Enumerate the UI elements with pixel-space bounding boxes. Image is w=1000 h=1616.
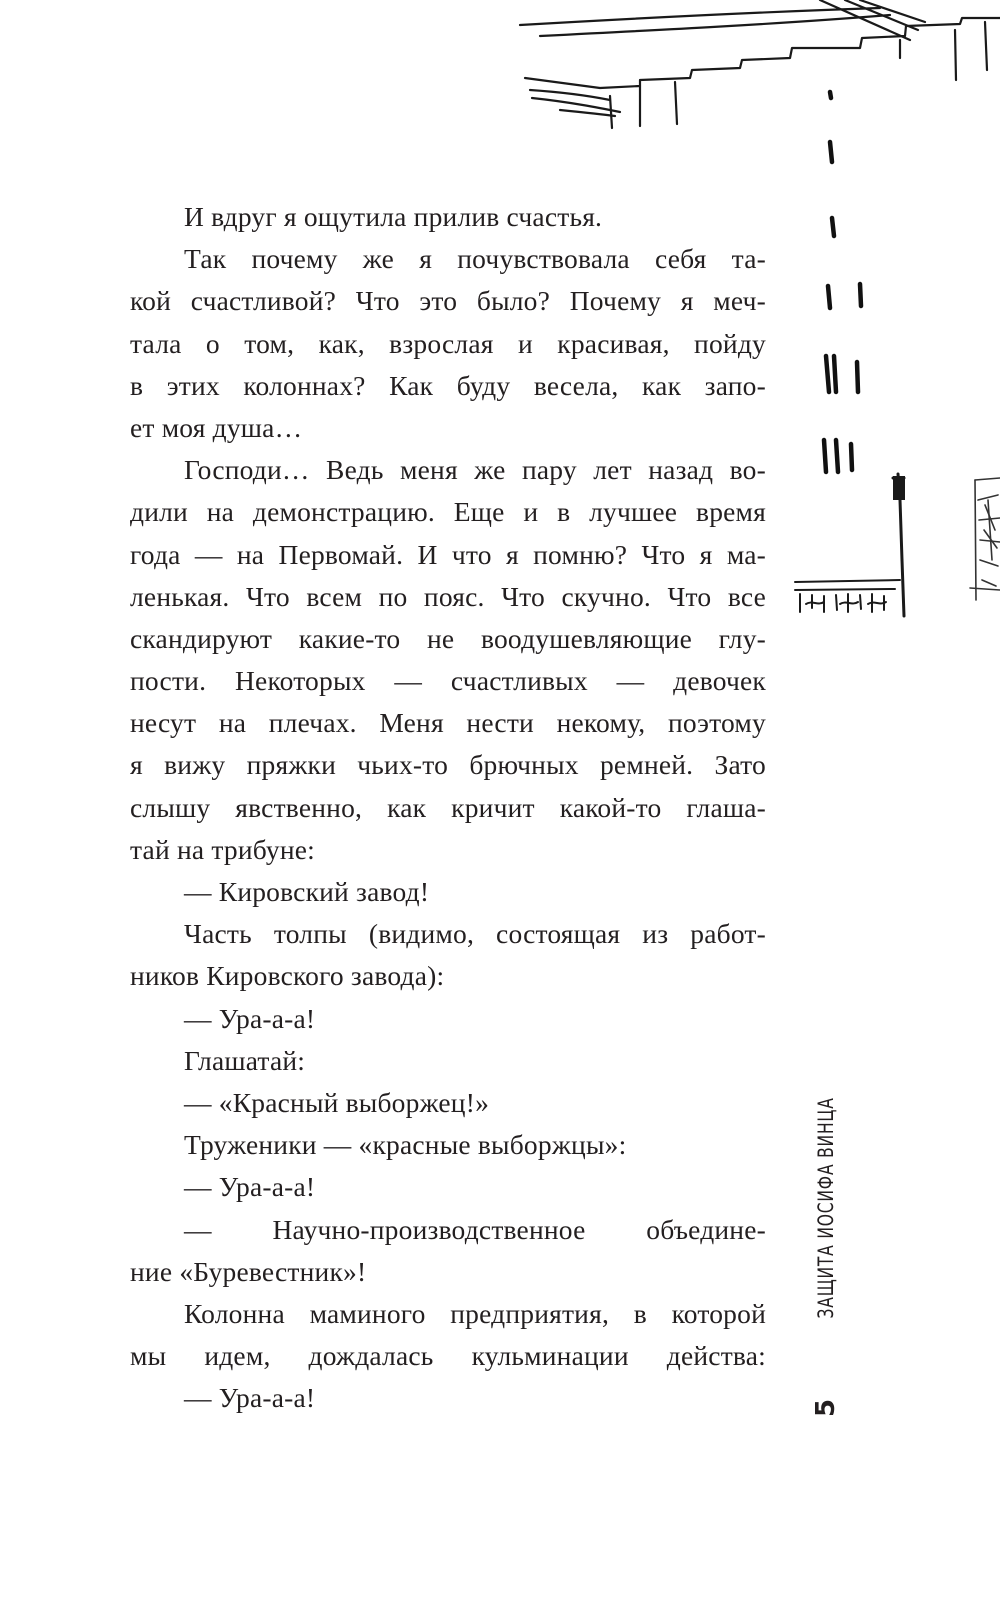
text-line: несут на плечах. Меня нести некому, поэтому — [130, 707, 766, 739]
running-head-title: ЗАЩИТА ИОСИФА ВИНЦА — [814, 1097, 838, 1319]
text-line: в этих колоннах? Как буду весела, как запо- — [130, 369, 766, 401]
text-line: Так почему же я почувствовала себя та- — [184, 243, 766, 275]
text-line: тала о том, как, взрослая и красивая, пойду — [130, 327, 766, 359]
text-line: Часть толпы (видимо, состоящая из работ- — [184, 918, 766, 950]
lamp-post-sketch — [893, 474, 905, 616]
body-text — [130, 196, 766, 1419]
facade-window-marks — [824, 92, 861, 472]
text-line: тай на трибуне: — [130, 833, 316, 865]
text-line: — «Красный выборжец!» — [184, 1086, 490, 1118]
text-line: ет моя душа… — [130, 411, 303, 443]
page-number: 5 — [811, 1398, 841, 1417]
text-line: И вдруг я ощутила прилив счастья. — [184, 201, 603, 232]
text-line: мы идем, дождалась кульминации действа: — [130, 1340, 766, 1372]
text-line: Труженики — «красные выборжцы»: — [184, 1129, 627, 1161]
text-line: кой счастливой? Что это было? Почему я меч- — [130, 285, 766, 317]
text-line: — Кировский завод! — [184, 876, 430, 907]
text-line: Господи… Ведь меня же пару лет назад во- — [184, 454, 766, 486]
text-line: Колонна маминого предприятия, в которой — [184, 1297, 766, 1329]
distant-building-sketch — [970, 478, 1000, 600]
text-line: — Ура-а-а! — [184, 1382, 316, 1414]
running-head — [811, 1097, 841, 1419]
text-line: Глашатай: — [184, 1044, 306, 1076]
text-line: слышу явственно, как кричит какой-то глаша- — [130, 791, 766, 823]
text-line: скандируют какие-то не воодушевляющие глу- — [130, 622, 766, 654]
text-line: ников Кировского завода): — [130, 960, 445, 992]
text-line: ние «Буревестник»! — [130, 1255, 367, 1287]
text-line: ленькая. Что всем по пояс. Что скучно. Что все — [130, 580, 766, 612]
text-line: дили на демонстрацию. Еще и в лучшее время — [130, 496, 766, 528]
text-line: — Ура-а-а! — [184, 1002, 316, 1034]
text-line: пости. Некоторых — счастливых — девочек — [130, 665, 766, 697]
text-line: я вижу пряжки чьих-то брючных ремней. Зато — [130, 749, 766, 781]
text-line: — Научно-производственное объедине- — [184, 1213, 766, 1245]
street-railing-sketch — [795, 580, 900, 612]
text-line: года — на Первомай. И что я помню? Что я ма- — [130, 538, 766, 570]
roofline-sketch — [520, 0, 1000, 128]
text-line: — Ура-а-а! — [184, 1171, 316, 1203]
